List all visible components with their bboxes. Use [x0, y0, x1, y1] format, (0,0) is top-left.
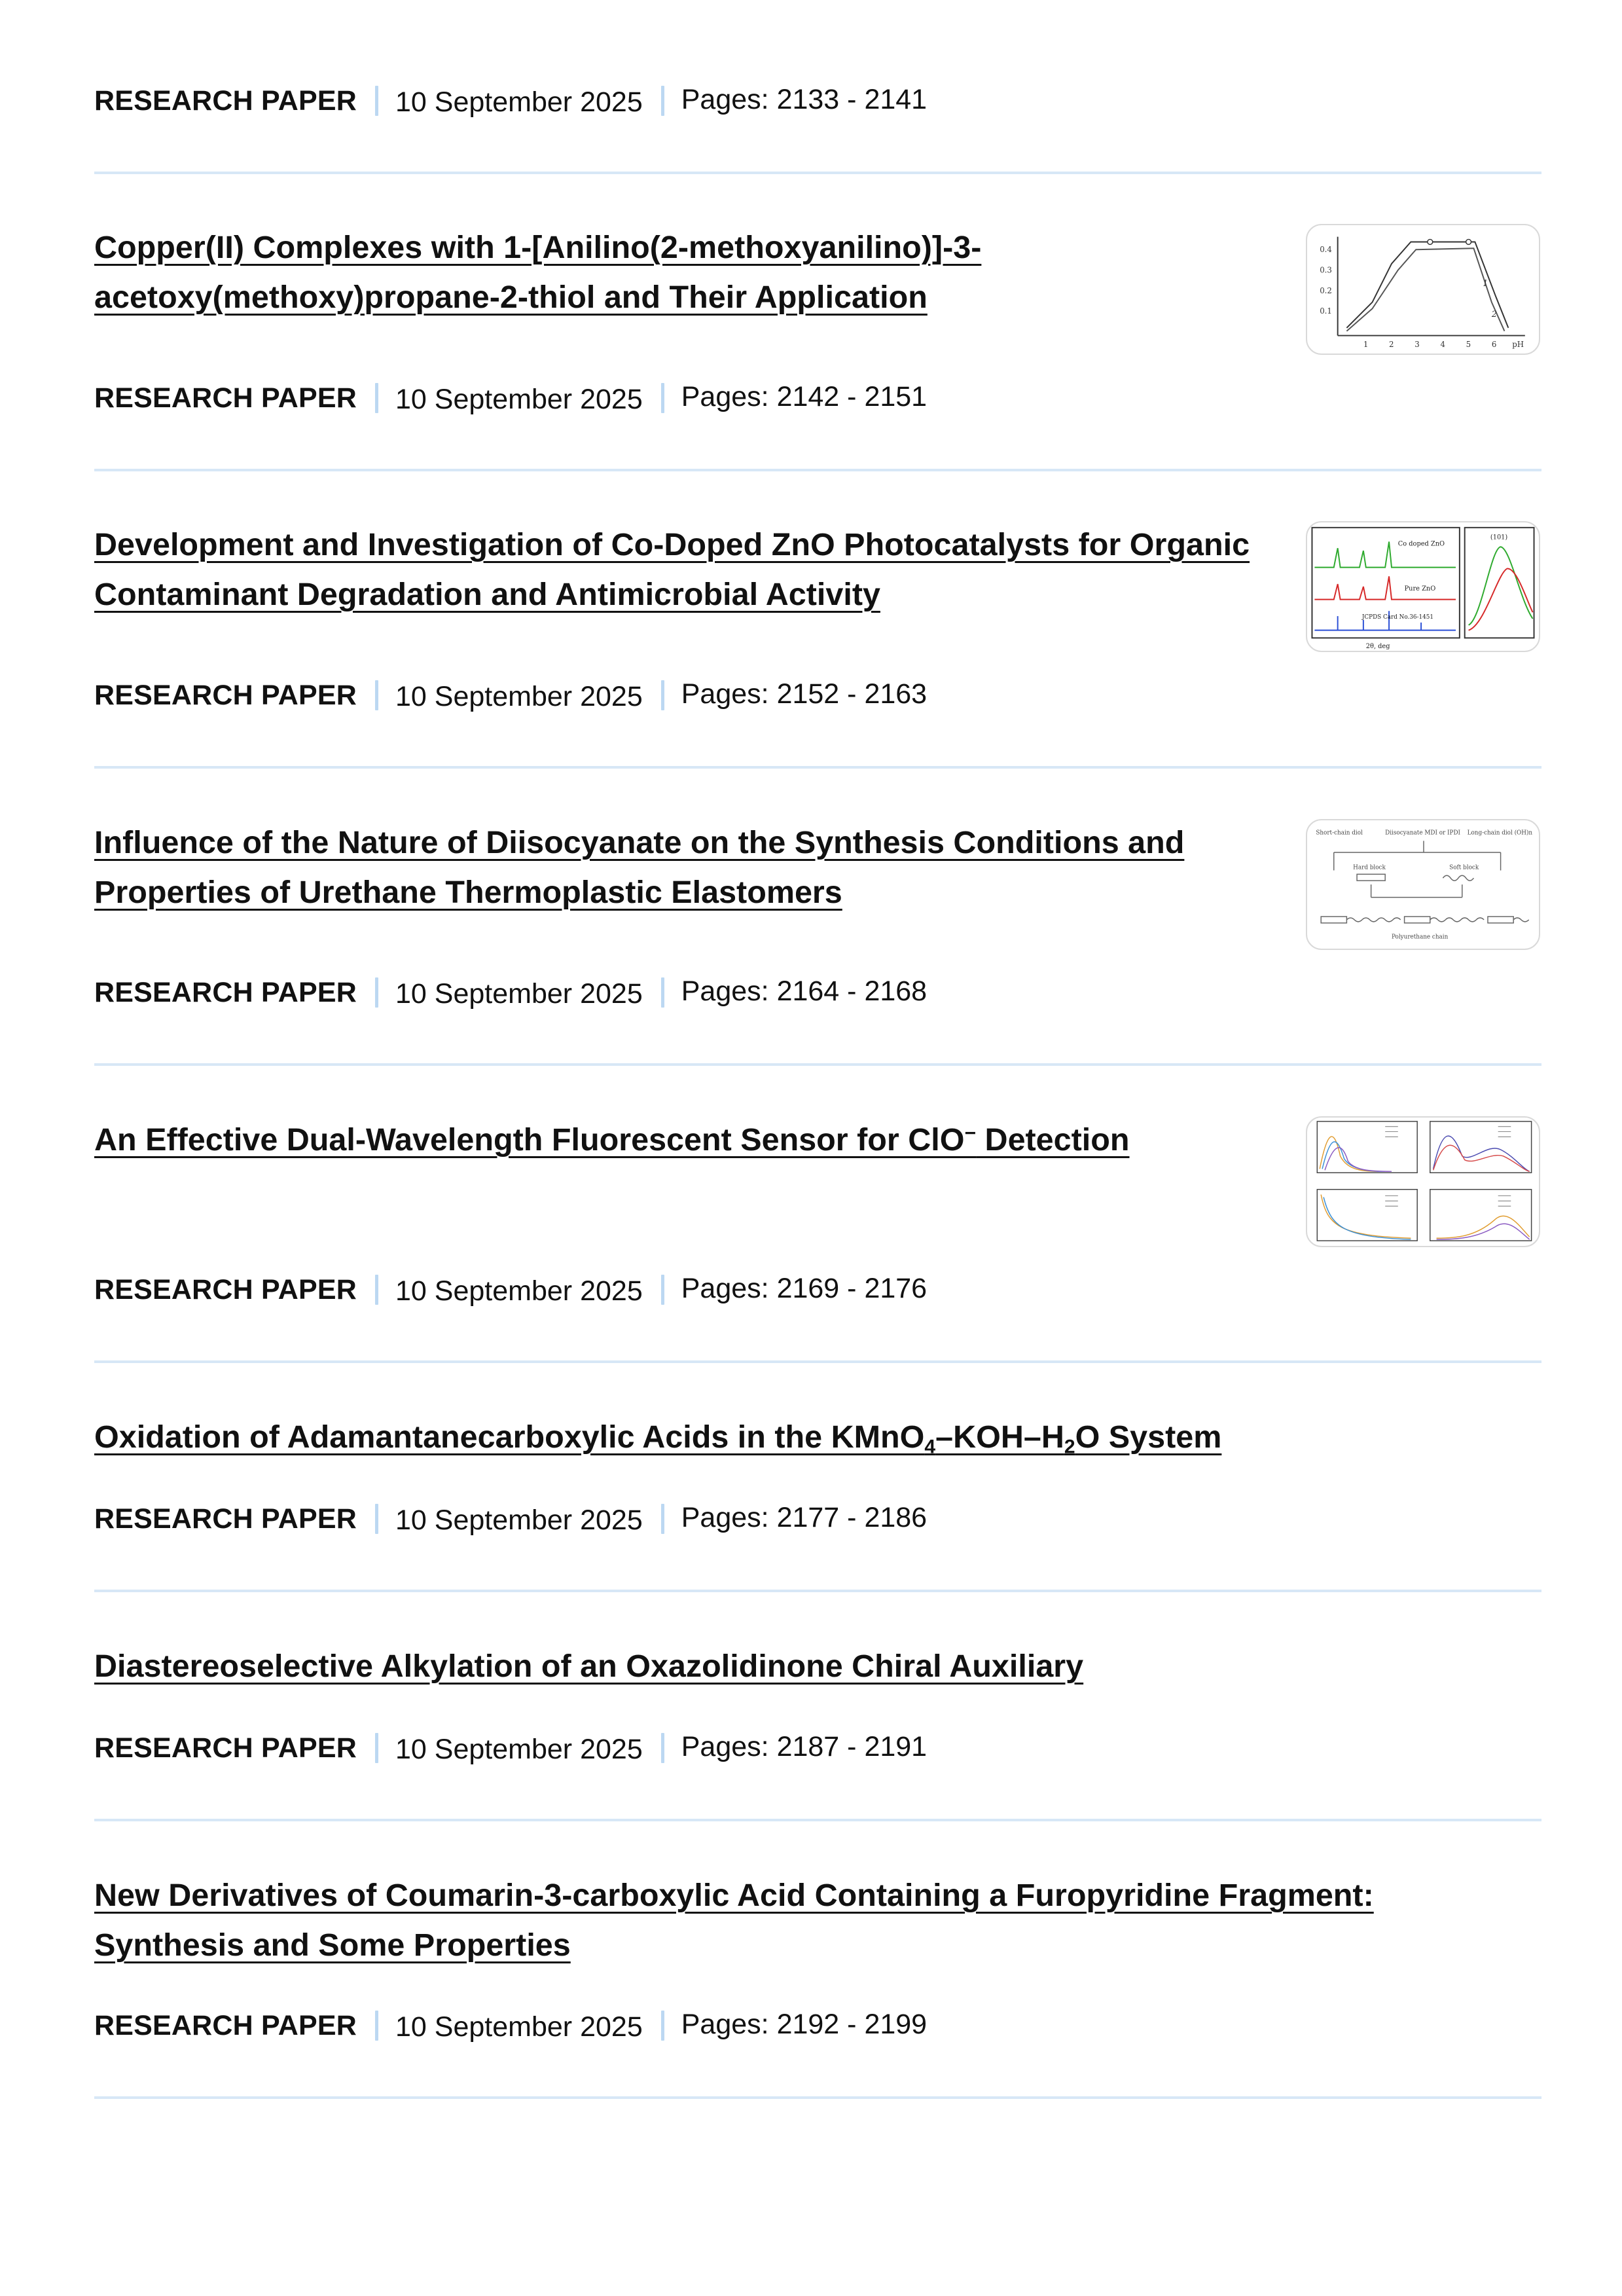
meta-separator — [661, 383, 664, 413]
article-title — [94, 520, 1286, 619]
article-thumbnail[interactable] — [1306, 521, 1540, 652]
article-thumbnail[interactable] — [1306, 819, 1540, 950]
article-meta — [94, 1728, 927, 1768]
article-title-link[interactable]: Development and Investigation of Co-Doped ZnO Photocatalysts for Organic Contaminant Degradation and Antimicrobial Activity — [94, 527, 1250, 612]
series-label: JCPDS Card No.36-1451 — [1361, 614, 1433, 621]
meta-separator — [375, 680, 378, 710]
y-tick: 0.2 — [1320, 285, 1332, 295]
article-pages: Pages: 2152 - 2163 — [681, 678, 928, 710]
curve-label: 1 — [1483, 279, 1488, 289]
y-tick: 0.1 — [1320, 306, 1332, 316]
meta-separator — [661, 977, 664, 1008]
article-meta — [94, 1270, 927, 1309]
meta-separator — [375, 2011, 378, 2041]
article-title — [94, 818, 1286, 917]
article-date: 10 September 2025 — [395, 977, 643, 1010]
article-title-link[interactable]: Copper(II) Complexes with 1-[Anilino(2-methoxyanilino)]-3-acetoxy(methoxy)propane-2-thiol and Their Application — [94, 230, 982, 315]
article-title — [94, 223, 1286, 322]
article-type: RESEARCH PAPER — [94, 1503, 357, 1535]
data-point — [1428, 240, 1433, 245]
y-tick: 0.3 — [1320, 265, 1332, 275]
divider — [94, 1360, 1541, 1363]
x-tick: pH — [1512, 340, 1524, 350]
article-pages: Pages: 2192 - 2199 — [681, 2008, 928, 2040]
article-thumbnail[interactable] — [1306, 1116, 1540, 1247]
divider — [94, 766, 1541, 769]
divider — [94, 2096, 1541, 2099]
scheme-thumbnail — [1307, 820, 1539, 949]
article-pages: Pages: 2169 - 2176 — [681, 1272, 928, 1304]
meta-separator — [375, 977, 378, 1008]
meta-separator — [661, 2011, 664, 2041]
meta-separator — [661, 1733, 664, 1763]
article-pages: Pages: 2187 - 2191 — [681, 1730, 928, 1762]
article-type: RESEARCH PAPER — [94, 1732, 357, 1764]
article-type: RESEARCH PAPER — [94, 976, 357, 1008]
data-point — [1466, 240, 1471, 245]
article-meta — [94, 676, 927, 715]
x-tick: 4 — [1440, 340, 1445, 350]
axis-label: 2θ, deg — [1365, 643, 1390, 651]
article-title-link[interactable]: Oxidation of Adamantanecarboxylic Acids in the $KMnO_4-KOH-H_2O$ System — [94, 1419, 1222, 1458]
article-title-link[interactable]: An Effective Dual-Wavelength Fluorescent Sensor for ClO− Detection — [94, 1122, 1130, 1157]
line-plot-thumbnail — [1307, 225, 1539, 354]
divider — [94, 1590, 1541, 1592]
article-title-link[interactable]: New Derivatives of Coumarin-3-carboxylic Acid Containing a Furopyridine Fragment: Synthesis and Some Properties — [94, 1878, 1374, 1963]
series-label: Co doped ZnO — [1397, 540, 1445, 548]
scheme-label: Diisocyanate MDI or IPDI — [1385, 829, 1461, 837]
meta-separator — [375, 383, 378, 413]
article-pages: Pages: 2177 - 2186 — [681, 1501, 928, 1533]
meta-separator — [661, 86, 664, 116]
divider — [94, 172, 1541, 174]
article-type: RESEARCH PAPER — [94, 1273, 357, 1305]
curve-label: 2 — [1491, 310, 1497, 320]
scheme-label: Hard block — [1353, 864, 1386, 871]
article-pages: Pages: 2133 - 2141 — [681, 83, 928, 115]
meta-separator — [661, 1504, 664, 1534]
scheme-label: Soft block — [1449, 864, 1479, 871]
article-date: 10 September 2025 — [395, 1504, 643, 1536]
meta-separator — [375, 1504, 378, 1534]
article-date: 10 September 2025 — [395, 383, 643, 415]
scheme-label: Polyurethane chain — [1391, 934, 1449, 941]
article-date: 10 September 2025 — [395, 2011, 643, 2043]
divider — [94, 1819, 1541, 1821]
meta-separator — [375, 86, 378, 116]
article-type: RESEARCH PAPER — [94, 382, 357, 414]
x-tick: 1 — [1363, 340, 1369, 350]
article-meta — [94, 973, 927, 1012]
curve-2 — [1346, 248, 1504, 331]
meta-separator — [661, 680, 664, 710]
article-meta — [94, 81, 927, 120]
article-title-link[interactable]: Diastereoselective Alkylation of an Oxazolidinone Chiral Auxiliary — [94, 1649, 1084, 1684]
article-date: 10 September 2025 — [395, 680, 643, 712]
divider — [94, 469, 1541, 471]
y-tick: 0.4 — [1320, 245, 1332, 255]
spectra-thumbnail — [1307, 1118, 1539, 1246]
article-title-link[interactable]: Influence of the Nature of Diisocyanate on the Synthesis Conditions and Properties of Urethane Thermoplastic Elastomers — [94, 825, 1185, 910]
article-date: 10 September 2025 — [395, 1733, 643, 1765]
series-label: Pure ZnO — [1404, 585, 1436, 592]
x-tick: 2 — [1389, 340, 1394, 350]
article-title — [94, 1115, 1286, 1165]
x-tick: 6 — [1491, 340, 1497, 350]
article-thumbnail[interactable] — [1306, 224, 1540, 355]
meta-separator — [661, 1275, 664, 1305]
peak-label: (101) — [1490, 534, 1508, 541]
article-date: 10 September 2025 — [395, 1275, 643, 1307]
divider — [94, 1063, 1541, 1066]
scheme-label: Short-chain diol — [1316, 829, 1363, 837]
article-date: 10 September 2025 — [395, 86, 643, 118]
article-pages: Pages: 2142 - 2151 — [681, 380, 928, 412]
xrd-thumbnail — [1307, 522, 1539, 651]
article-type: RESEARCH PAPER — [94, 2009, 357, 2041]
article-type: RESEARCH PAPER — [94, 84, 357, 117]
article-meta — [94, 378, 927, 418]
article-meta — [94, 1499, 927, 1539]
scheme-label: Long-chain diol (OH)n — [1467, 829, 1533, 837]
meta-separator — [375, 1275, 378, 1305]
x-tick: 5 — [1466, 340, 1471, 350]
article-type: RESEARCH PAPER — [94, 679, 357, 711]
article-title — [94, 1412, 1286, 1462]
x-tick: 3 — [1415, 340, 1420, 350]
meta-separator — [375, 1733, 378, 1763]
article-title — [94, 1870, 1502, 1970]
article-meta — [94, 2006, 927, 2045]
article-pages: Pages: 2164 - 2168 — [681, 975, 928, 1007]
article-title — [94, 1641, 1286, 1691]
